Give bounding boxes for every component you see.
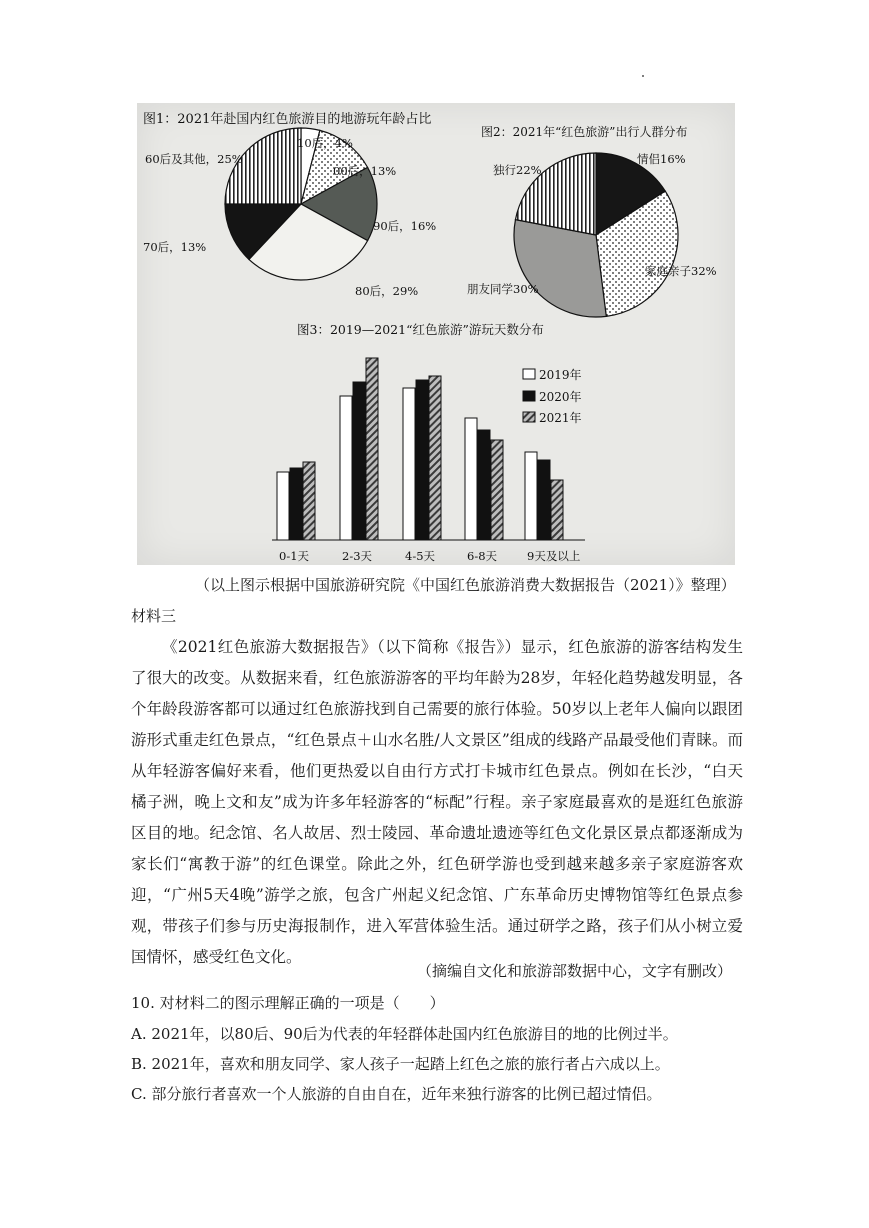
category-label: 4-5天 <box>405 549 436 563</box>
pie-chart-age <box>143 128 436 298</box>
bar-2-3 <box>491 440 503 540</box>
slice-label: 10后，4% <box>297 136 353 150</box>
legend-2021: 2021年 <box>539 411 582 425</box>
category-label: 0-1天 <box>279 549 310 563</box>
legend-2020: 2020年 <box>539 390 582 404</box>
bar-0-4 <box>525 452 537 540</box>
option-c[interactable]: C. 部分旅行者喜欢一个人旅游的自由自在，近年来独行游客的比例已超过情侣。 <box>131 1085 662 1103</box>
pie-slice <box>225 128 301 204</box>
bar-legend <box>523 367 582 425</box>
question-stem: 10. 对材料二的图示理解正确的一项是（ ） <box>131 994 445 1012</box>
pie-chart-travel-group <box>467 152 717 317</box>
source-note: （摘编自文化和旅游部数据中心，文字有删改） <box>416 962 732 980</box>
bar-0-0 <box>277 472 289 540</box>
bar-0-1 <box>340 396 352 540</box>
figure-charts <box>137 103 735 565</box>
category-label: 9天及以上 <box>527 549 581 563</box>
page-speck <box>642 75 644 77</box>
chart3-title: 图3：2019—2021“红色旅游”游玩天数分布 <box>297 322 544 337</box>
legend-2019: 2019年 <box>539 368 582 382</box>
bar-2-1 <box>366 358 378 540</box>
category-label: 2-3天 <box>342 549 373 563</box>
bar-1-2 <box>416 380 428 540</box>
option-a[interactable]: A. 2021年，以80后、90后为代表的年轻群体赴国内红色旅游目的地的比例过半。 <box>131 1025 678 1043</box>
section-label: 材料三 <box>131 607 177 625</box>
slice-label: 70后，13% <box>143 240 207 254</box>
slice-label: 80后，29% <box>355 284 419 298</box>
slice-label: 60后及其他，25% <box>145 152 243 166</box>
bar-1-4 <box>538 460 550 540</box>
bar-2-0 <box>303 462 315 540</box>
bar-2-2 <box>429 376 441 540</box>
bar-0-2 <box>403 388 415 540</box>
bar-chart-days <box>272 358 585 563</box>
slice-label: 家庭亲子32% <box>645 264 717 278</box>
category-label: 6-8天 <box>467 549 498 563</box>
chart1-title: 图1：2021年赴国内红色旅游目的地游玩年龄占比 <box>143 112 432 127</box>
slice-label: 00后，13% <box>333 164 397 178</box>
slice-label: 情侣16% <box>637 152 686 166</box>
figure-photo <box>137 103 735 565</box>
slice-label: 90后，16% <box>373 219 437 233</box>
bar-2-4 <box>551 480 563 540</box>
material-paragraph: 《2021红色旅游大数据报告》（以下简称《报告》）显示，红色旅游的游客结构发生了很大的改变。从数据来看，红色旅游游客的平均年龄为28岁，年轻化趋势越发明显，各个年龄段游客都可以通过红色旅游找到自己需要的旅行体验。50岁以上老年人偏向以跟团游形式重走红色景点，“红色景点＋山水名胜/人文景区”组成的线路产品最受他们青睐。而从年轻游客偏好来看，他们更热爱以自由行方式打卡城市红色景点。例如在长沙，“白天橘子洲，晚上文和友”成为许多年轻游客的“标配”行程。亲子家庭最喜欢的是逛红色旅游区目的地。纪念馆、名人故居、烈士陵园、革命遗址遗迹等红色文化景区景点都逐渐成为家长们“寓教于游”的红色课堂。除此之外，红色研学游也受到越来越多亲子家庭游客欢迎，“广州5天4晚”游学之旅，包含广州起义纪念馆、广东革命历史博物馆等红色景点参观，带孩子们参与历史海报制作，进入军营体验生活。通过研学之路，孩子们从小树立爱国情怀，感受红色文化。 <box>131 638 743 966</box>
bar-1-0 <box>290 468 302 540</box>
bar-1-3 <box>478 430 490 540</box>
bar-0-3 <box>465 418 477 540</box>
slice-label: 独行22% <box>493 163 542 177</box>
bar-1-1 <box>353 382 365 540</box>
figure-caption: （以上图示根据中国旅游研究院《中国红色旅游消费大数据报告（2021）》整理） <box>195 576 736 594</box>
slice-label: 朋友同学30% <box>467 282 539 296</box>
chart2-title: 图2：2021年“红色旅游”出行人群分布 <box>481 125 688 139</box>
option-b[interactable]: B. 2021年，喜欢和朋友同学、家人孩子一起踏上红色之旅的旅行者占六成以上。 <box>131 1055 670 1073</box>
